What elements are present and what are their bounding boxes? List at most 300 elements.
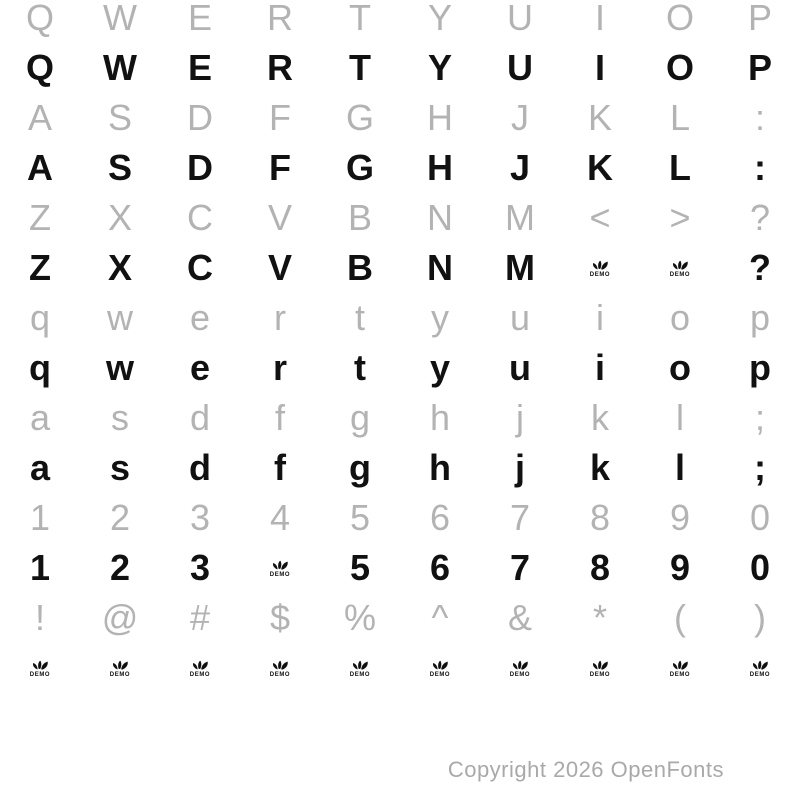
glyph-cell [109,497,131,538]
glyph-cell [29,197,51,238]
reference-glyph-row [0,493,800,543]
glyph-char: Z [29,197,51,238]
glyph-char: : [754,97,765,138]
glyph-cell [187,47,212,88]
glyph-cell [29,497,51,538]
fleuron-icon [108,658,132,671]
glyph-char: j [516,397,524,438]
glyph-char: ^ [431,597,449,638]
glyph-char: h [429,447,451,488]
glyph-char: M [505,197,535,238]
glyph-char: F [269,97,291,138]
specimen-glyph-row [0,643,800,693]
glyph-char: l [674,447,685,488]
glyph-char: i [594,347,605,388]
glyph-cell [349,397,371,438]
glyph-cell [29,447,51,488]
demo-label: DEMO [669,272,691,278]
demo-ornament-glyph [668,258,692,278]
glyph-cell [28,658,52,678]
fleuron-icon [28,658,52,671]
glyph-cell [509,497,531,538]
glyph-char: 1 [29,547,51,588]
glyph-cell [668,658,692,678]
glyph-cell [427,47,452,88]
glyph-cell [427,147,453,188]
demo-label: DEMO [669,672,691,678]
glyph-char: 7 [509,497,531,538]
glyph-char: B [347,197,372,238]
glyph-char: Y [427,0,452,38]
demo-ornament-glyph [428,658,452,678]
glyph-cell [754,397,765,438]
glyph-char: @ [101,597,139,638]
glyph-cell [187,247,213,288]
glyph-cell [107,147,132,188]
glyph-char: ; [754,397,765,438]
glyph-char: a [29,447,51,488]
glyph-cell [669,147,691,188]
fleuron-icon [588,658,612,671]
demo-label: DEMO [109,672,131,678]
glyph-cell [29,547,51,588]
glyph-cell [754,597,766,638]
glyph-cell [268,558,292,578]
demo-ornament-glyph [508,658,532,678]
glyph-char: 9 [669,497,691,538]
glyph-cell [431,597,449,638]
glyph-cell [592,597,607,638]
glyph-cell [509,547,531,588]
glyph-char: q [29,347,51,388]
glyph-char: L [669,147,691,188]
glyph-cell [749,197,771,238]
glyph-cell [349,47,371,88]
glyph-cell [507,597,532,638]
glyph-cell [187,147,213,188]
glyph-cell [272,347,287,388]
glyph-char: Z [29,247,51,288]
glyph-char: h [429,397,451,438]
glyph-char: 2 [109,497,131,538]
glyph-char: R [267,0,293,38]
specimen-glyph-row [0,143,800,193]
glyph-cell [269,97,291,138]
glyph-char: 5 [349,547,371,588]
glyph-char: X [107,247,132,288]
glyph-char: f [274,447,286,488]
glyph-char: o [669,297,691,338]
glyph-char: A [27,147,53,188]
glyph-char: K [587,147,613,188]
glyph-cell [589,447,611,488]
glyph-char: K [587,97,612,138]
reference-glyph-row [0,0,800,43]
fleuron-icon [748,658,772,671]
glyph-cell [514,447,525,488]
glyph-char: I [594,0,605,38]
glyph-cell [267,247,292,288]
glyph-char: C [187,247,213,288]
glyph-char: U [507,0,533,38]
glyph-cell [274,447,286,488]
glyph-char: l [676,397,684,438]
demo-ornament-glyph [108,658,132,678]
demo-label: DEMO [429,672,451,678]
glyph-char: g [349,397,371,438]
glyph-char: 6 [429,497,451,538]
glyph-cell [349,547,371,588]
glyph-cell [349,447,371,488]
glyph-cell [431,297,449,338]
copyright-text: Copyright 2026 OpenFonts [447,757,724,782]
glyph-char: q [29,297,51,338]
glyph-cell [109,547,131,588]
glyph-char: G [345,97,374,138]
demo-label: DEMO [749,672,771,678]
glyph-cell [347,247,373,288]
demo-label: DEMO [269,672,291,678]
glyph-cell [429,547,451,588]
glyph-char: 8 [589,497,611,538]
glyph-cell [27,147,53,188]
glyph-char: A [27,97,52,138]
glyph-char: 8 [589,547,611,588]
reference-glyph-row [0,393,800,443]
glyph-char: j [514,447,525,488]
glyph-char: O [665,0,694,38]
glyph-char: y [431,297,449,338]
glyph-char: V [267,197,292,238]
glyph-char: O [665,47,694,88]
glyph-cell [343,597,376,638]
glyph-cell [107,247,132,288]
reference-glyph-row [0,293,800,343]
glyph-char: g [349,447,371,488]
demo-label: DEMO [589,272,611,278]
fleuron-icon [668,658,692,671]
glyph-cell [427,197,453,238]
glyph-char: Q [25,47,54,88]
glyph-char: s [111,397,129,438]
glyph-char: 1 [29,497,51,538]
glyph-cell [109,447,131,488]
glyph-cell [268,658,292,678]
glyph-char: X [107,197,132,238]
glyph-cell [25,47,54,88]
glyph-cell [749,297,771,338]
glyph-char: 5 [349,497,371,538]
glyph-cell [27,97,52,138]
glyph-char: D [187,97,213,138]
glyph-char: u [509,347,531,388]
glyph-char: * [592,597,607,638]
glyph-char: L [669,97,691,138]
glyph-cell [594,47,605,88]
glyph-cell [427,97,453,138]
glyph-cell [516,397,524,438]
glyph-cell [189,397,211,438]
glyph-cell [589,547,611,588]
glyph-cell [345,97,374,138]
glyph-cell [594,347,605,388]
glyph-cell [669,347,691,388]
specimen-glyph-row [0,343,800,393]
glyph-char: 4 [269,497,291,538]
glyph-char: ; [754,447,766,488]
glyph-cell [596,297,604,338]
glyph-cell [189,297,211,338]
specimen-glyph-row [0,443,800,493]
glyph-char: H [427,97,453,138]
glyph-cell [669,297,691,338]
glyph-char: o [669,347,691,388]
glyph-cell [267,197,292,238]
glyph-char: < [589,197,611,238]
fleuron-icon [188,658,212,671]
glyph-char: U [507,47,533,88]
glyph-cell [748,658,772,678]
glyph-cell [668,258,692,278]
glyph-cell [669,97,691,138]
glyph-char: J [511,97,529,138]
glyph-char: w [107,297,133,338]
glyph-char: r [272,347,287,388]
glyph-cell [428,0,452,36]
glyph-cell [749,247,771,288]
glyph-char: t [354,297,365,338]
glyph-cell [587,147,613,188]
glyph-char: E [187,47,212,88]
glyph-char: ( [674,597,686,638]
glyph-char: # [189,597,211,638]
demo-ornament-glyph [348,658,372,678]
glyph-char: t [354,347,366,388]
fleuron-icon [508,658,532,671]
glyph-char: ) [754,597,766,638]
glyph-cell [754,147,766,188]
glyph-cell [669,197,691,238]
glyph-cell [749,547,771,588]
glyph-cell [345,147,374,188]
glyph-char: 7 [509,547,531,588]
fleuron-icon [268,658,292,671]
glyph-char: 0 [749,497,771,538]
glyph-cell [509,297,531,338]
glyph-cell [587,97,612,138]
glyph-cell [591,397,609,438]
glyph-cell [589,197,611,238]
glyph-char: a [29,397,51,438]
glyph-cell [267,0,293,36]
glyph-cell [748,0,772,36]
glyph-cell [588,658,612,678]
glyph-cell [267,47,293,88]
glyph-cell [669,547,691,588]
demo-ornament-glyph [268,558,292,578]
glyph-char: 0 [749,547,771,588]
specimen-glyph-row [0,243,800,293]
glyph-char: f [274,397,285,438]
demo-ornament-glyph [668,658,692,678]
glyph-char: C [187,197,213,238]
glyph-cell [511,97,529,138]
glyph-cell [269,147,291,188]
glyph-char: d [189,447,211,488]
demo-label: DEMO [589,672,611,678]
glyph-cell [674,447,685,488]
glyph-char: 6 [429,547,451,588]
glyph-cell [666,0,694,36]
glyph-cell [427,247,453,288]
glyph-cell [349,0,371,36]
glyph-cell [589,497,611,538]
fleuron-icon [268,558,292,571]
glyph-char: ? [749,197,771,238]
reference-glyph-row [0,93,800,143]
glyph-cell [754,447,766,488]
glyph-cell [188,658,212,678]
glyph-char: $ [269,597,291,638]
glyph-cell [749,497,771,538]
glyph-char: w [105,347,134,388]
glyph-cell [354,347,366,388]
glyph-char: S [107,97,132,138]
fleuron-icon [428,658,452,671]
glyph-cell [347,197,372,238]
glyph-cell [111,397,129,438]
glyph-cell [29,297,51,338]
glyph-cell [348,658,372,678]
glyph-char: % [343,597,376,638]
glyph-cell [29,247,51,288]
glyph-cell [509,347,531,388]
glyph-cell [274,397,285,438]
glyph-cell [105,347,134,388]
demo-label: DEMO [189,672,211,678]
fleuron-icon [668,258,692,271]
reference-glyph-row [0,593,800,643]
glyph-cell [269,597,291,638]
glyph-char: > [669,197,691,238]
glyph-char: P [747,47,772,88]
glyph-char: N [427,197,453,238]
glyph-cell [428,658,452,678]
glyph-cell [189,347,211,388]
glyph-char: s [109,447,131,488]
demo-label: DEMO [29,672,51,678]
glyph-char: H [427,147,453,188]
glyph-char: : [754,147,766,188]
fleuron-icon [588,258,612,271]
glyph-char: 3 [189,547,211,588]
glyph-char: p [749,347,771,388]
glyph-cell [747,47,772,88]
demo-ornament-glyph [268,658,292,678]
glyph-cell [749,347,771,388]
glyph-cell [508,658,532,678]
glyph-char: i [596,297,604,338]
glyph-char: B [347,247,373,288]
glyph-cell [108,658,132,678]
glyph-cell [189,447,211,488]
demo-ornament-glyph [748,658,772,678]
glyph-char: M [505,247,535,288]
demo-ornament-glyph [588,658,612,678]
glyph-char: P [747,0,772,38]
glyph-cell [103,47,137,88]
glyph-char: F [269,147,291,188]
glyph-char: k [591,397,609,438]
glyph-char: e [189,347,211,388]
glyph-cell [29,347,51,388]
glyph-cell [101,597,139,638]
specimen-glyph-row [0,43,800,93]
glyph-char: J [509,147,531,188]
glyph-cell [188,0,212,36]
glyph-cell [349,497,371,538]
glyph-char: r [274,297,286,338]
glyph-char: e [189,297,211,338]
glyph-char: R [267,47,293,88]
glyph-cell [107,197,132,238]
glyph-char: 9 [669,547,691,588]
glyph-cell [107,97,132,138]
glyph-cell [588,258,612,278]
glyph-cell [103,0,137,36]
fleuron-icon [348,658,372,671]
glyph-cell [429,397,451,438]
glyph-cell [595,0,605,36]
glyph-char: & [507,597,532,638]
glyph-cell [187,97,213,138]
glyph-cell [274,297,286,338]
glyph-cell [34,597,45,638]
glyph-char: y [429,347,451,388]
glyph-char: 3 [189,497,211,538]
demo-ornament-glyph [28,658,52,678]
demo-label: DEMO [349,672,371,678]
glyph-char: V [267,247,292,288]
glyph-char: ? [749,247,771,288]
glyph-cell [754,97,765,138]
demo-label: DEMO [269,572,291,578]
glyph-cell [429,347,451,388]
glyph-char: p [749,297,771,338]
reference-glyph-row [0,193,800,243]
glyph-cell [509,147,531,188]
glyph-cell [665,47,694,88]
glyph-char: D [187,147,213,188]
glyph-cell [189,597,211,638]
glyph-cell [189,547,211,588]
glyph-cell [354,297,365,338]
demo-ornament-glyph [588,258,612,278]
glyph-cell [29,397,51,438]
glyph-cell [505,197,535,238]
glyph-char: T [349,47,371,88]
glyph-char: Y [427,47,452,88]
demo-label: DEMO [509,672,531,678]
glyph-char: k [589,447,611,488]
glyph-cell [674,597,686,638]
glyph-char: N [427,247,453,288]
glyph-char: G [345,147,374,188]
glyph-cell [187,197,213,238]
glyph-cell [669,497,691,538]
specimen-glyph-row [0,543,800,593]
glyph-cell [107,297,133,338]
